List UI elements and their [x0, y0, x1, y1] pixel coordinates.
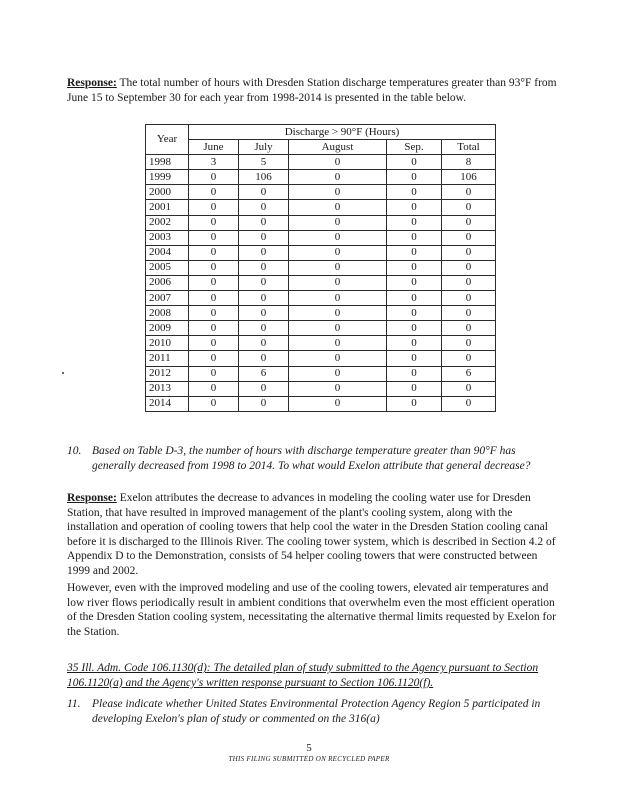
year-cell: 2011 — [146, 351, 189, 366]
hours-cell: 0 — [387, 170, 442, 185]
hours-cell: 0 — [189, 185, 239, 200]
year-cell: 2007 — [146, 291, 189, 306]
question-11-text: Please indicate whether United States Environmental Protection Agency Region 5 participated in developing Exelon's plan of study or commented on the 316(a) — [92, 698, 541, 725]
hours-cell: 0 — [289, 200, 387, 215]
hours-cell: 5 — [239, 155, 289, 170]
hours-cell: 0 — [387, 336, 442, 351]
question-10-text: Based on Table D-3, the number of hours with discharge temperature greater than 90°F has generally decreased from 1998 to 2014. To what would Exelon attribute that general decrease? — [92, 445, 531, 472]
hours-cell: 0 — [442, 230, 496, 245]
response-paragraph — [67, 491, 562, 579]
intro-text: The total number of hours with Dresden Station discharge temperatures greater than 93°F from June 15 to September 30 for each year from 1998-2014 is presented in the table below. — [67, 77, 557, 104]
year-cell: 1998 — [146, 155, 189, 170]
hours-cell: 0 — [442, 200, 496, 215]
hours-cell: 0 — [239, 396, 289, 411]
hours-cell: 0 — [289, 275, 387, 290]
column-header-july: July — [239, 140, 289, 155]
hours-cell: 0 — [189, 396, 239, 411]
hours-cell: 0 — [442, 351, 496, 366]
response-text: Exelon attributes the decrease to advances in modeling the cooling water use for Dresden Station, that have resulted in improved management of the plant's cooling system, along with the installation and operation of cooling towers that help cool the water in the Dresden Station cooling canal before it is discharged to the Illinois River. The cooling tower system, which is described in Section 4.2 of Appendix D to the Demonstration, consists of 54 helper cooling towers that were constructed between 1999 and 2002. — [67, 492, 556, 577]
table-row — [146, 170, 496, 185]
year-cell: 2008 — [146, 306, 189, 321]
hours-cell: 0 — [289, 381, 387, 396]
table-row — [146, 230, 496, 245]
hours-cell: 0 — [189, 260, 239, 275]
table-row — [146, 245, 496, 260]
hours-cell: 0 — [189, 200, 239, 215]
hours-cell: 0 — [239, 321, 289, 336]
table-row — [146, 396, 496, 411]
hours-cell: 0 — [442, 275, 496, 290]
hours-cell: 0 — [387, 366, 442, 381]
hours-cell: 0 — [289, 336, 387, 351]
hours-cell: 0 — [189, 306, 239, 321]
hours-cell: 0 — [289, 291, 387, 306]
discharge-group-header: Discharge > 90°F (Hours) — [189, 125, 496, 140]
hours-cell: 0 — [289, 155, 387, 170]
column-header-sep: Sep. — [387, 140, 442, 155]
hours-cell: 0 — [387, 215, 442, 230]
hours-cell: 0 — [239, 291, 289, 306]
hours-cell: 0 — [189, 245, 239, 260]
question-10 — [67, 444, 547, 473]
hours-cell: 0 — [289, 215, 387, 230]
hours-cell: 0 — [387, 200, 442, 215]
table-row — [146, 275, 496, 290]
hours-cell: 0 — [442, 260, 496, 275]
question-11 — [67, 697, 547, 726]
hours-cell: 0 — [239, 351, 289, 366]
year-cell: 2009 — [146, 321, 189, 336]
hours-cell: 0 — [289, 170, 387, 185]
year-column-header: Year — [146, 125, 189, 155]
hours-cell: 0 — [442, 321, 496, 336]
year-cell: 2005 — [146, 260, 189, 275]
hours-cell: 0 — [239, 245, 289, 260]
hours-cell: 0 — [289, 321, 387, 336]
hours-cell: 0 — [239, 381, 289, 396]
hours-cell: 0 — [387, 260, 442, 275]
hours-cell: 0 — [189, 170, 239, 185]
question-10-number: 10. — [67, 445, 82, 457]
hours-cell: 0 — [189, 230, 239, 245]
hours-cell: 0 — [189, 291, 239, 306]
hours-cell: 0 — [239, 200, 289, 215]
table-row — [146, 260, 496, 275]
hours-cell: 0 — [442, 306, 496, 321]
hours-cell: 0 — [239, 336, 289, 351]
hours-cell: 0 — [289, 230, 387, 245]
hours-cell: 0 — [387, 155, 442, 170]
hours-cell: 0 — [239, 260, 289, 275]
hours-cell: 106 — [239, 170, 289, 185]
hours-cell: 0 — [442, 245, 496, 260]
hours-cell: 0 — [387, 396, 442, 411]
table-row — [146, 185, 496, 200]
year-cell: 2001 — [146, 200, 189, 215]
hours-cell: 0 — [289, 245, 387, 260]
hours-cell: 0 — [442, 215, 496, 230]
hours-cell: 0 — [289, 306, 387, 321]
hours-cell: 0 — [387, 275, 442, 290]
hours-cell: 0 — [387, 321, 442, 336]
regulation-citation: 35 Ill. Adm. Code 106.1130(d): The detailed plan of study submitted to the Agency pursuant to Section 106.1120(a) and the Agency's written response pursuant to Section 106.1120(f). — [67, 662, 539, 689]
year-cell: 2014 — [146, 396, 189, 411]
hours-cell: 0 — [442, 291, 496, 306]
hours-cell: 6 — [239, 366, 289, 381]
table-row — [146, 321, 496, 336]
hours-cell: 0 — [289, 260, 387, 275]
hours-cell: 0 — [387, 245, 442, 260]
hours-cell: 0 — [387, 185, 442, 200]
hours-cell: 106 — [442, 170, 496, 185]
hours-cell: 0 — [239, 306, 289, 321]
table-row — [146, 291, 496, 306]
hours-cell: 0 — [189, 336, 239, 351]
year-cell: 1999 — [146, 170, 189, 185]
footer-note: THIS FILING SUBMITTED ON RECYCLED PAPER — [228, 755, 390, 763]
hours-cell: 0 — [239, 185, 289, 200]
table-row — [146, 336, 496, 351]
hours-cell: 0 — [387, 381, 442, 396]
hours-cell: 0 — [239, 215, 289, 230]
table-row — [146, 155, 496, 170]
hours-cell: 0 — [189, 275, 239, 290]
year-cell: 2002 — [146, 215, 189, 230]
intro-response-label: Response: — [67, 77, 117, 89]
hours-cell: 0 — [189, 351, 239, 366]
hours-cell: 8 — [442, 155, 496, 170]
hours-cell: 0 — [387, 291, 442, 306]
hours-cell: 0 — [442, 381, 496, 396]
page-number: 5 — [306, 742, 312, 754]
hours-cell: 3 — [189, 155, 239, 170]
hours-cell: 0 — [289, 366, 387, 381]
year-cell: 2003 — [146, 230, 189, 245]
hours-cell: 0 — [289, 351, 387, 366]
margin-speck — [62, 372, 64, 374]
discharge-hours-table — [145, 124, 496, 412]
response-label: Response: — [67, 492, 117, 504]
hours-cell: 0 — [189, 381, 239, 396]
table-row — [146, 381, 496, 396]
column-header-august: August — [289, 140, 387, 155]
year-cell: 2000 — [146, 185, 189, 200]
table-row — [146, 200, 496, 215]
question-11-number: 11. — [67, 698, 81, 710]
hours-cell: 0 — [442, 336, 496, 351]
hours-cell: 0 — [189, 366, 239, 381]
hours-cell: 0 — [442, 185, 496, 200]
hours-cell: 0 — [442, 396, 496, 411]
hours-cell: 0 — [387, 230, 442, 245]
intro-paragraph — [67, 76, 557, 105]
column-header-june: June — [189, 140, 239, 155]
year-cell: 2006 — [146, 275, 189, 290]
hours-cell: 6 — [442, 366, 496, 381]
hours-cell: 0 — [239, 275, 289, 290]
table-row — [146, 306, 496, 321]
hours-cell: 0 — [289, 396, 387, 411]
hours-cell: 0 — [289, 185, 387, 200]
year-cell: 2013 — [146, 381, 189, 396]
hours-cell: 0 — [387, 306, 442, 321]
hours-cell: 0 — [189, 321, 239, 336]
table-row — [146, 215, 496, 230]
however-paragraph: However, even with the improved modeling and use of the cooling towers, elevated air temperatures and low river flows periodically result in ambient conditions that overwhelm even the most efficient operation of the Dresden Station cooling system, necessitating the alternative thermal limits requested by Exelon for the Station. — [67, 582, 556, 638]
table-row — [146, 366, 496, 381]
column-header-total: Total — [442, 140, 496, 155]
year-cell: 2010 — [146, 336, 189, 351]
hours-cell: 0 — [387, 351, 442, 366]
table-row — [146, 351, 496, 366]
hours-cell: 0 — [189, 215, 239, 230]
hours-cell: 0 — [239, 230, 289, 245]
year-cell: 2004 — [146, 245, 189, 260]
year-cell: 2012 — [146, 366, 189, 381]
